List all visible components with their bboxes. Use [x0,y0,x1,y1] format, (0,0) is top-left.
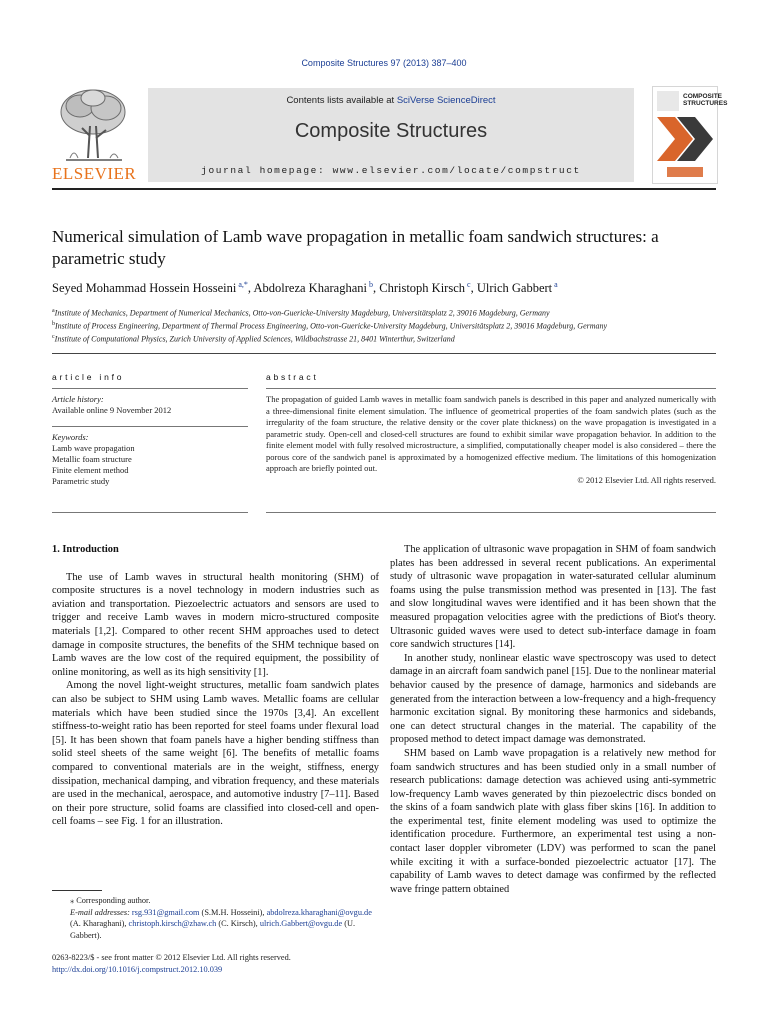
doi-link[interactable]: http://dx.doi.org/10.1016/j.compstruct.2012.10.039 [52,964,223,974]
author-list [52,280,716,296]
body-paragraph: SHM based on Lamb wave propagation is a relatively new method for foam sandwich structures and has been studied only in a small number of research publications: damage detection was achieved using anti-symmetric low-frequency Lamb waves generated by thin piezoelectric discs bonded on the skins of a foam sandwich plate with glass fiber skins [16]. In addition to the experimental test, finite element modeling was used to optimize the identification procedure. Furthermore, an experimental test using a non-contact laser doppler vibrometer (LDV) was performed to scan the panel while exciting it with a surface-bonded piezoelectric actuator [17]. The capability of Lamb waves to detect damage was confirmed by the reflected wave fringe pattern obtained [390,747,716,895]
divider [266,512,716,513]
author-name: Christoph Kirsch [379,281,465,296]
contents-line [148,95,634,106]
keyword-item: Lamb wave propagation [52,443,135,453]
abstract-text: The propagation of guided Lamb waves in metallic foam sandwich panels is described in this paper and analyzed numerically with a three-dimensional finite element simulation. The influence of geometrical properties of the foam sandwich plates (such as the irregularity of the foam structure, the relative density or the cover plate thickness) on the wave propagation is investigated in a parametric study. Open-cell and closed-cell structures are found to exhibit similar wave propagation behavior. In addition to the finite element model with fully resolved microstructure, a simplified, computationally cheaper model is also considered – there the porous core of the sandwich panel is approximated by a homogenized effective medium. The limitations of this homogenization approach are briefly pointed out. [266,394,716,473]
affiliation-text: Institute of Computational Physics, Zurich University of Applied Sciences, Wildbachstrasse 21, 8401 Winterthur, Switzerland [54,334,455,344]
publication-info [52,952,379,975]
journal-homepage[interactable]: journal homepage: www.elsevier.com/locate/compstruct [201,165,581,176]
body-column-left [52,543,379,829]
author-affiliation-marker[interactable]: c [465,280,471,289]
journal-cover-thumbnail [652,86,728,184]
author-separator: , [372,281,380,296]
article-info-heading: article info [52,372,125,382]
abstract-copyright: © 2012 Elsevier Ltd. All rights reserved. [577,474,716,485]
abstract-heading: abstract [266,372,319,382]
affiliation [52,306,716,319]
affiliation-marker: c [52,334,55,341]
contents-prefix: Contents lists available at [286,95,397,106]
email-link[interactable]: christoph.kirsch@zhaw.ch [128,919,217,928]
body-paragraph: In another study, nonlinear elastic wave spectroscopy was used to detect damage in an aircraft foam sandwich panel [15]. Due to the nonlinear material behavior caused by the presence of damage, harmonics and sidebands are generated from the interaction between a low-frequency and a high-frequency harmonic excitation signal. By monitoring these harmonics and sidebands, one can detect structural changes in the material. The capability of the proposed method to detect impact damage was demonstrated. [390,652,716,746]
author-name: Seyed Mohammad Hossein Hosseini [52,281,237,296]
keywords-block [52,432,248,487]
abstract-body [266,394,716,486]
keywords-label: Keywords: [52,432,89,442]
cover-title-line2: STRUCTURES [683,100,728,107]
corresponding-author-note: ⁎ Corresponding author. [70,896,151,905]
affiliation [52,319,716,332]
keyword-item: Metallic foam structure [52,454,132,464]
sciencedirect-link[interactable]: SciVerse ScienceDirect [396,95,496,106]
affiliation-text: Institute of Process Engineering, Department of Thermal Process Engineering, Otto-von-Guericke-University Magdeburg, Universitätsplatz 2, 39016 Magdeburg, Germany [55,321,608,331]
history-label: Article history: [52,394,104,404]
history-value: Available online 9 November 2012 [52,405,172,415]
cover-title-line1: COMPOSITE [683,93,723,100]
header-rule [52,188,716,190]
section-heading-introduction: 1. Introduction [52,544,119,555]
author-name: Ulrich Gabbert [476,281,553,296]
journal-title: Composite Structures [294,120,488,142]
affiliation [52,332,716,345]
issn-line: 0263-8223/$ - see front matter © 2012 Elsevier Ltd. All rights reserved. [52,953,291,962]
body-column-right [390,543,716,896]
divider [52,426,248,427]
author-name: Abdolreza Kharaghani [253,281,367,296]
cover-title [683,93,727,107]
footnote-rule [52,890,102,891]
keyword-item: Finite element method [52,465,129,475]
email-link[interactable]: rsg.931@gmail.com [131,907,200,917]
affiliation-marker: b [52,321,55,328]
email-addresses [52,907,379,942]
email-link[interactable]: ulrich.Gabbert@ovgu.de [259,919,343,928]
author-affiliation-marker[interactable]: b [366,280,373,289]
body-paragraph: The application of ultrasonic wave propagation in SHM of foam sandwich plates has been addressed in several recent publications. An experimental study of ultrasonic wave propagation in water-saturated cellular aluminum foams using the pulse transmission method was presented in [13]. The fast and slow longitudinal waves were identified and it has been shown that the measured propagation velocities agree with the predictions of Biot's theory. Ultrasonic guided waves were used to detect sub-interface damage in foam core sandwich structures [14]. [390,544,716,651]
email-owner: (U. Gabbert). [70,919,356,940]
divider [52,388,248,389]
affiliation-text: Institute of Mechanics, Department of Numerical Mechanics, Otto-von-Guericke-University Magdeburg, Universitätsplatz 2, 39016 Magdeburg, Germany [54,308,550,318]
keyword-item: Parametric study [52,476,110,486]
author-affiliation-marker[interactable]: a,* [236,280,248,289]
divider [52,512,248,513]
section-rule [52,353,716,354]
footnotes [52,895,379,941]
email-link[interactable]: abdolreza.kharaghani@ovgu.de [266,907,372,917]
email-owner: (S.M.H. Hosseini), [199,907,267,917]
article-title: Numerical simulation of Lamb wave propagation in metallic foam sandwich structures: a parametric study [52,227,659,268]
email-owner: (A. Kharaghani), [70,919,129,928]
author-affiliation-marker[interactable]: a [552,280,558,289]
email-owner: (C. Kirsch), [216,919,260,928]
affiliation-list [52,306,716,345]
email-label: E-mail addresses: [70,907,132,917]
affiliation-marker: a [52,308,55,314]
divider [266,388,716,389]
body-paragraph: Among the novel light-weight structures, metallic foam sandwich plates can also be subject to SHM using Lamb waves. Metallic foams are cellular materials which have been studied since the 1970s [3,4]. An excellent stiffness-to-weight ratio has been reported for steel foams under flexural load [5]. It has been shown that foam panels have a higher bending stiffness than solid steel sheets of the same weight [6]. The benefits of metallic foams compared to conventional materials are in the weight, stiffness, energy dissipation, mechanical damping, and vibration frequency, and these materials are used in the mechanical, aerospace, and automotive industry [7–11]. Based on their pore structure, solid foams are classified into closed-cell and open-cell foams – see Fig. 1 for an illustration. [52,680,379,828]
elsevier-wordmark: ELSEVIER [52,164,137,183]
article-history [52,394,248,416]
journal-reference-link[interactable]: Composite Structures 97 (2013) 387–400 [301,58,467,68]
author-separator: , [470,281,477,296]
author-separator: , [247,281,254,296]
body-paragraph: The use of Lamb waves in structural health monitoring (SHM) of composite structures is a novel technology in modern industries such as aviation and transportation. Piezoelectric actuators and sensors are used to trigger and receive Lamb waves in modern micro-structured composite materials [1,2]. Compared to other recent SHM approaches used to detect damage in composite structures, the benefits of the SHM technique based on Lamb waves are the low cost of the required equipment, the possibility of online monitoring, as well as its high sensitivity [1]. [52,571,379,678]
